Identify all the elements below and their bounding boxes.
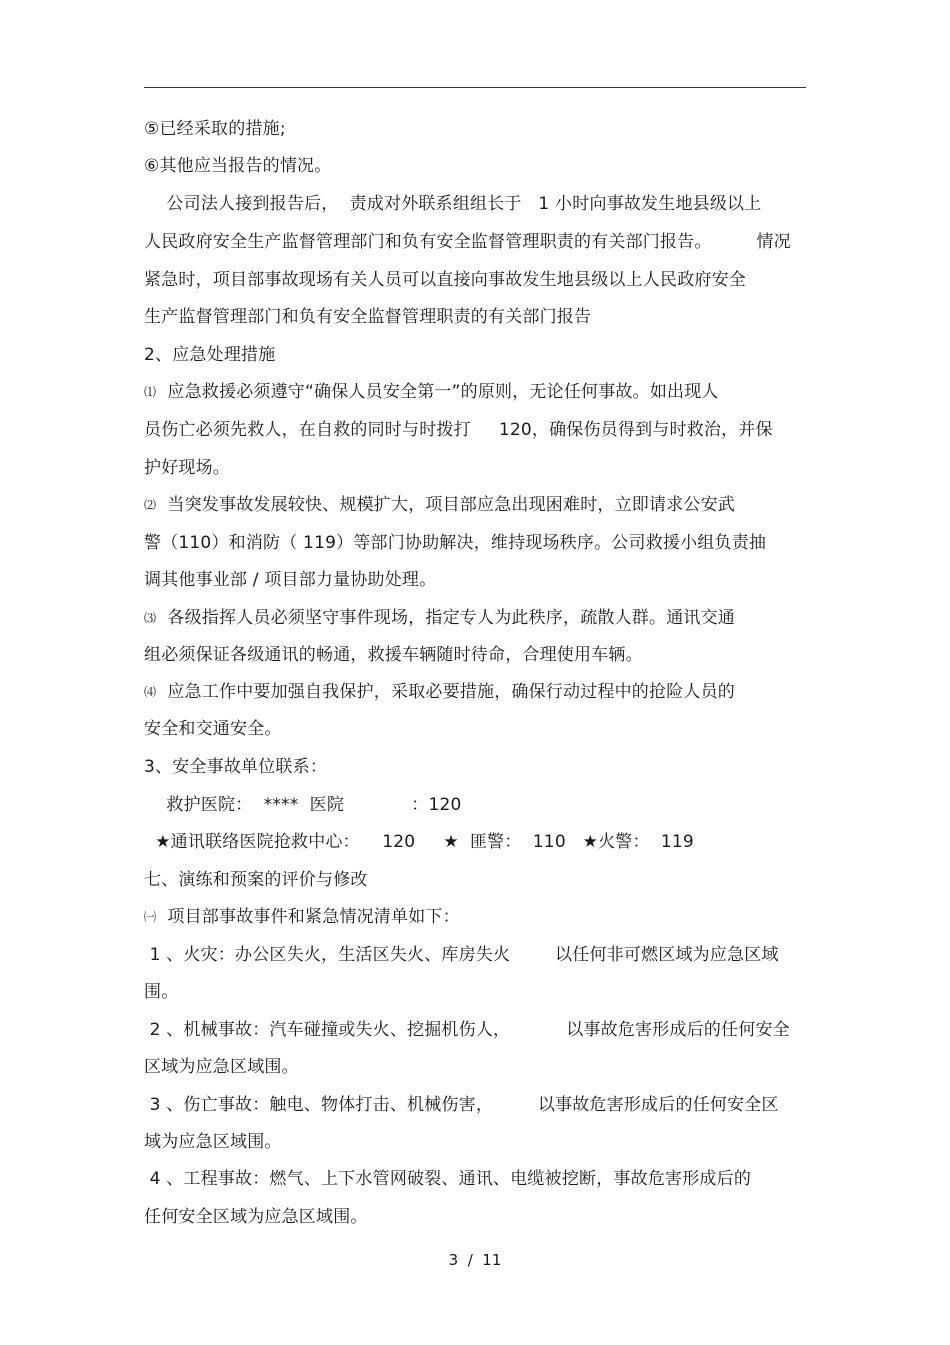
item-text: 项目部事故事件和紧急情况清单如下： [156,907,460,927]
text-line: 2 、机械事故：汽车碰撞或失火、挖掘机伤人， 以事故危害形成后的任何安全 [144,1020,790,1040]
text-line: 任何安全区域为应急区域围。 [144,1207,368,1227]
item-text: 应急工作中要加强自我保护，采取必要措施，确保行动过程中的抢险人员的 [156,682,736,702]
text-line: 员伤亡必须先救人，在自救的同时与时拨打 120，确保伤员得到与时救治，并保 [144,420,773,440]
item-marker: ⑶ [144,611,157,625]
text-line: 区域为应急区域围。 [144,1057,299,1077]
item-marker: ㈠ [144,910,157,924]
text-line: 调其他事业部 / 项目部力量协助处理。 [144,570,437,590]
text-line: ⑤已经采取的措施; [144,119,286,139]
item-marker: ⑵ [144,498,157,512]
item-marker: ⑴ [144,385,157,399]
text-line: 人民政府安全生产监督管理部门和负有安全监督管理职责的有关部门报告。 情况 [144,232,791,252]
text-line: 生产监督管理部门和负有安全监督管理职责的有关部门报告 [144,307,592,327]
text-line: 公司法人接到报告后， 责成对外联系组组长于 1 小时向事故发生地县级以上 [144,194,762,214]
header-rule [144,87,806,88]
contact-emergency: ★通讯联络医院抢救中心： 120 ★ 匪警： 110 ★火警： 119 [144,832,694,852]
section-heading: 2、应急处理措施 [144,345,276,365]
contact-hospital: 救护医院： **** 医院 ：120 [144,795,462,815]
text-line: ⑥其他应当报告的情况。 [144,156,332,176]
item-marker: ⑷ [144,685,157,699]
item-text: 各级指挥人员必须坚守事件现场，指定专人为此秩序，疏散人群。通讯交通 [156,608,736,628]
section-heading: 3、安全事故单位联系： [144,757,328,777]
item-text: 应急救援必须遵守“确保人员安全第一”的原则，无论任何事故。如出现人 [156,382,719,402]
text-line: 组必须保证各级通讯的畅通，救援车辆随时待命，合理使用车辆。 [144,645,643,665]
text-line: 护好现场。 [144,458,230,478]
text-line: 警（110）和消防（ 119）等部门协助解决，维持现场秩序。公司救援小组负责抽 [144,533,767,553]
text-line: 紧急时，项目部事故现场有关人员可以直接向事故发生地县级以上人民政府安全 [144,270,746,290]
list-item [144,607,735,629]
list-item [144,681,735,703]
text-line: 域为应急区域围。 [144,1132,282,1152]
text-line: 安全和交通安全。 [144,719,282,739]
text-line: 3 、伤亡事故：触电、物体打击、机械伤害， 以事故危害形成后的任何安全区 [144,1095,779,1115]
section-heading: 七、演练和预案的评价与修改 [144,870,368,890]
list-item [144,494,735,516]
text-line: 4 、工程事故：燃气、上下水管网破裂、通讯、电缆被挖断，事故危害形成后的 [144,1169,752,1189]
page-number: 3 / 11 [448,1251,502,1269]
list-item [144,381,719,403]
item-text: 当突发事故发展较快、规模扩大，项目部应急出现困难时，立即请求公安武 [156,495,736,515]
text-line: 围。 [144,982,179,1002]
list-intro [144,906,460,928]
text-line: 1 、火灾：办公区失火，生活区失火、库房失火 以任何非可燃区域为应急区域 [144,945,779,965]
